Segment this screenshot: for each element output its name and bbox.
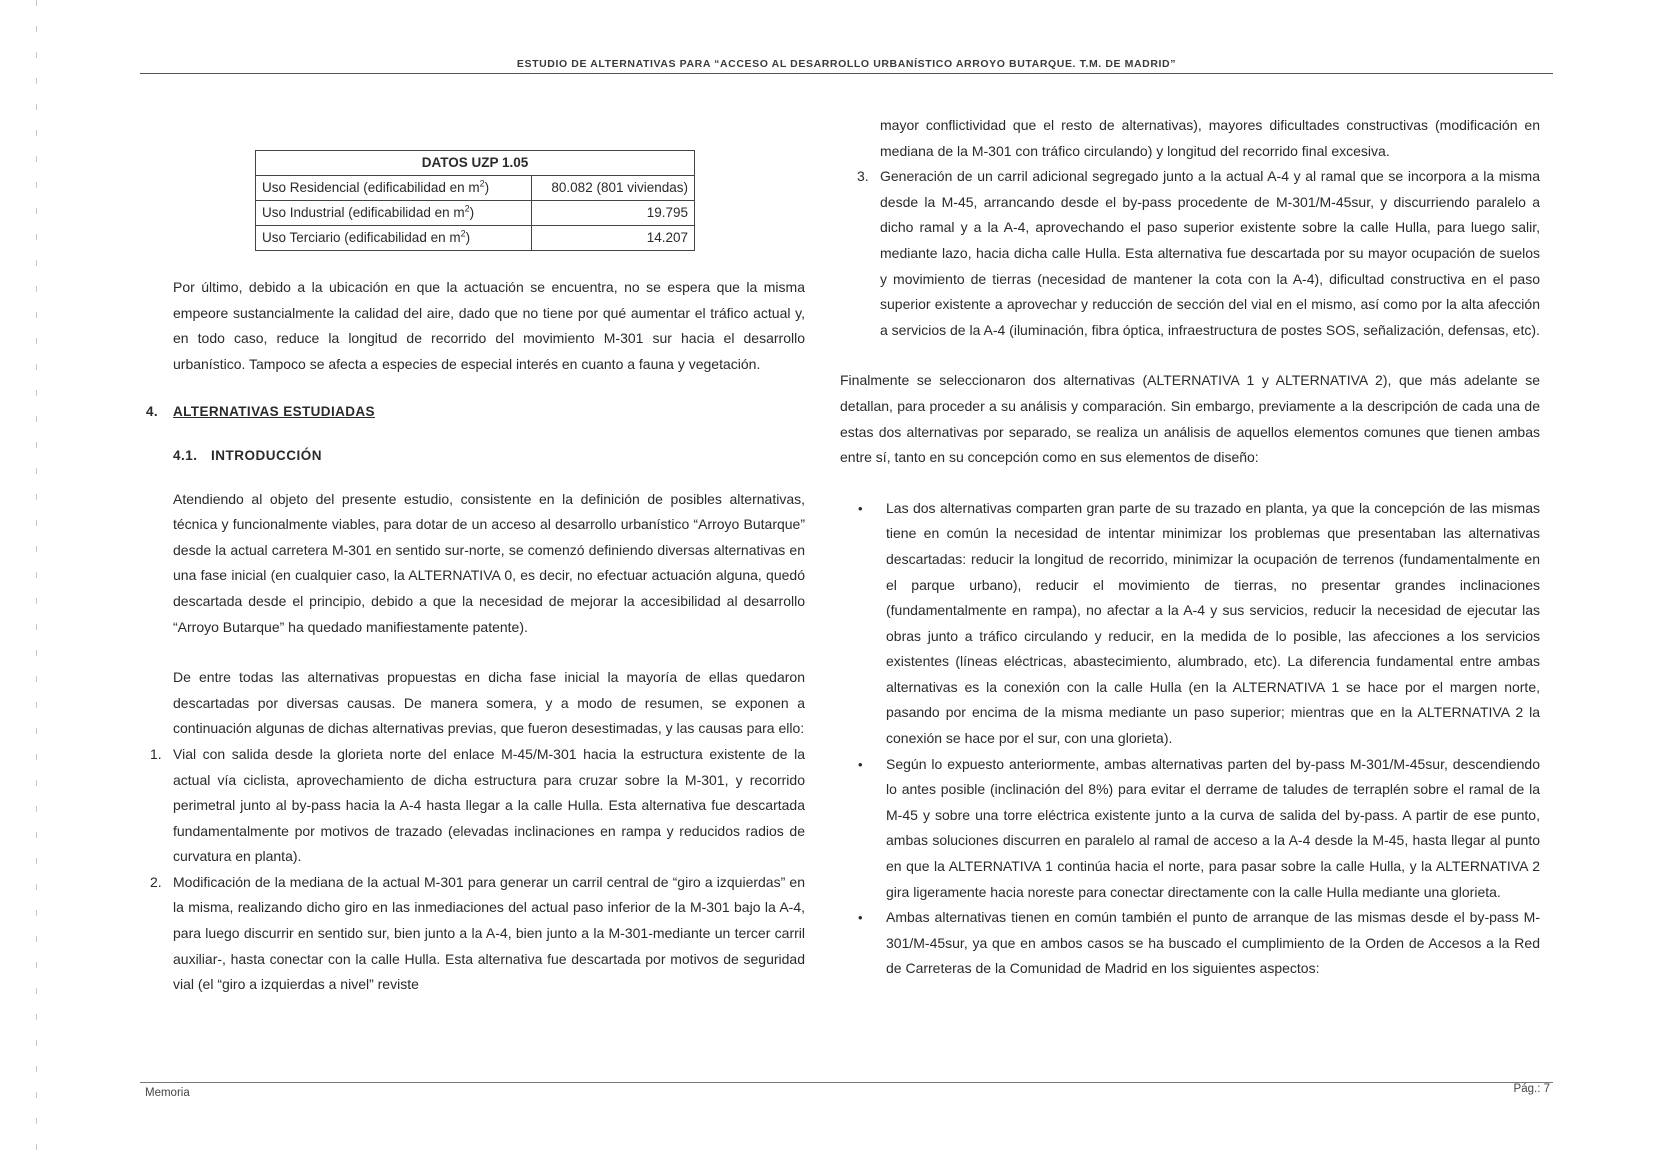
table-cell-value: 14.207 [532, 226, 695, 251]
table-cell-label: Uso Industrial (edificabilidad en $m^2$) [256, 201, 532, 226]
page-number: Pág.: 7 [1513, 1083, 1550, 1095]
list-item: 3. Generación de un carril adicional segregado junto a la actual A-4 y al ramal que se incorpora a la misma desde la M-45, arrancando desde el by-pass procedente de M-301/M-45sur, y discurriendo paralelo a dicho ramal y a la A-4, aprovechando el paso superior existente sobre la calle Hulla, para luego salir, mediante lazo, hacia dicha calle Hulla. Esta alternativa fue descartada por su mayor ocupación de suelos y movimiento de tierras (necesidad de mantener la cota con la A-4), dificultad constructiva en el paso superior existente a aprovechar y reducción de sección del vial en el mismo, así como por la alta afección a servicios de la A-4 (iluminación, fibra óptica, infraestructura de postes SOS, señalización, defensas, etc). [857, 168, 1540, 338]
paragraph-air-quality: Por último, debido a la ubicación en que la actuación se encuentra, no se espera que la misma empeore sustancialmente la calidad del aire, dado que no tiene por qué aumentar el tráfico actual y, en todo caso, reduce la longitud de recorrido del movimiento M-301 sur hacia el desarrollo urbanístico. Tampoco se afecta a especies de especial interés en cuanto a fauna y vegetación. [173, 279, 805, 372]
paragraph-seleccion: Finalmente se seleccionaron dos alternativas (ALTERNATIVA 1 y ALTERNATIVA 2), que más adelante se detallan, para proceder a su análisis y comparación. Sin embargo, previamente a la descripción de cada una de estas dos alternativas por separado, se realiza un análisis de aquellos elementos comunes que tienen ambas entre sí, tanto en su concepción como en sus elementos de diseño: [840, 372, 1540, 466]
datos-table [255, 150, 695, 251]
section-4-heading: 4. ALTERNATIVAS ESTUDIADAS [146, 404, 375, 420]
right-column [840, 113, 1550, 982]
table-row [256, 176, 695, 201]
table-cell-value: 19.795 [532, 201, 695, 226]
footer-section-label: Memoria [145, 1087, 190, 1099]
list-item: 2. Modificación de la mediana de la actual M-301 para generar un carril central de “giro a izquierdas” en la misma, realizando dicho giro en las inmediaciones del actual paso inferior de la M-301 bajo la A-4, para luego discurrir en sentido sur, bien junto a la A-4, bien junto a la M-301-mediante un tercer carril auxiliar-, hasta conectar con la calle Hulla. Esta alternativa fue descartada por motivos de seguridad vial (el “giro a izquierdas a nivel” reviste [150, 873, 805, 993]
alternatives-list-continued [857, 164, 1540, 343]
table-cell-label: Uso Residencial (edificabilidad en $m^2$) [256, 176, 532, 201]
paragraph-intro: Atendiendo al objeto del presente estudio, consistente en la definición de posibles alternativas, técnica y funcionalmente viables, para dotar de un acceso al desarrollo urbanístico “Arroyo Butarque” desde la actual carretera M-301 en sentido sur-norte, se comenzó definiendo diversas alternativas en una fase inicial (en cualquier caso, la ALTERNATIVA 0, es decir, no efectuar actuación alguna, quedó descartada desde el principio, debido a que la necesidad de mejorar la accesibilidad al desarrollo “Arroyo Butarque” ha quedado manifiestamente patente). [173, 490, 805, 635]
alternatives-list [150, 742, 805, 998]
table-header-row [256, 151, 695, 176]
common-elements-list [840, 496, 1540, 982]
list-item: 1. Vial con salida desde la glorieta norte del enlace M-45/M-301 hacia la estructura existente de la actual vía ciclista, aprovechamiento de dicha estructura para cruzar sobre la M-301, y recorrido perimetral junto al by-pass hacia la A-4 hasta llegar a la calle Hulla. Esta alternativa fue descartada fundamentalmente por motivos de trazado (elevadas inclinaciones en rampa y reducidos radios de curvatura en planta). [150, 745, 805, 865]
list-item: • Según lo expuesto anteriormente, ambas alternativas parten del by-pass M-301/M-45sur, descendiendo lo antes posible (inclinación del 8%) para evitar el derrame de taludes de terraplén sobre el ramal de la M-45 y sobre una torre eléctrica existente junto a la curva de salida del by-pass. A partir de ese punto, ambas soluciones discurren en paralelo al ramal de acceso a la A-4 desde la M-45, hasta llegar al punto en que la ALTERNATIVA 1 continúa hacia el norte, para pasar sobre la calle Hulla, y la ALTERNATIVA 2 gira ligeramente hacia noreste para conectar directamente con la calle Hulla mediante una glorieta. [858, 755, 1540, 900]
table-cell-label: Uso Terciario (edificabilidad en $m^2$) [256, 226, 532, 251]
left-column [146, 140, 805, 998]
page-header: ESTUDIO DE ALTERNATIVAS PARA “ACCESO AL DESARROLLO URBANÍSTICO ARROYO BUTARQUE. T.M. DE MADRID” [516, 58, 1177, 70]
footer-rule [140, 1082, 1553, 1083]
section-4-1-heading: 4.1. INTRODUCCIÓN [173, 447, 322, 463]
paragraph-continuation: mayor conflictividad que el resto de alternativas), mayores dificultades constructivas (modificación en mediana de la M-301 con tráfico circulando) y longitud del recorrido final excesiva. [880, 117, 1540, 159]
paragraph-descartadas: De entre todas las alternativas propuestas en dicha fase inicial la mayoría de ellas quedaron descartadas por diversas causas. De manera somera, y a modo de resumen, se exponen a continuación algunas de dichas alternativas previas, que fueron desestimadas, y las causas para ello: [173, 669, 805, 737]
list-item: • Las dos alternativas comparten gran parte de su trazado en planta, ya que la concepción de las mismas tiene en común la necesidad de intentar minimizar los problemas que presentaban las alternativas descartadas: reducir la longitud de recorrido, minimizar la ocupación de terrenos (fundamentalmente en el parque urbano), reducir el movimiento de tierras, no presentar grandes inclinaciones (fundamentalmente en rampa), no afectar a la A-4 y sus servicios, reducir la necesidad de ejecutar las obras junto a tráfico circulando y reducir, en la medida de lo posible, las afecciones a los servicios existentes (líneas eléctricas, abastecimiento, alumbrado, etc). La diferencia fundamental entre ambas alternativas es la conexión con la calle Hulla (en la ALTERNATIVA 1 se hace por el margen norte, pasando por encima de la misma mediante un paso superior; mientras que en la ALTERNATIVA 2 la conexión se hace por el sur, con una glorieta). [858, 499, 1540, 747]
table-title: DATOS UZP 1.05 [256, 151, 695, 176]
binding-holes [36, 0, 37, 1169]
header-rule [140, 73, 1553, 74]
list-item: • Ambas alternativas tienen en común también el punto de arranque de las mismas desde el by-pass M-301/M-45sur, ya que en ambos casos se ha buscado el cumplimiento de la Orden de Accesos a la Red de Carreteras de la Comunidad de Madrid en los siguientes aspectos: [858, 909, 1540, 977]
table-row [256, 201, 695, 226]
table-row [256, 226, 695, 251]
table-cell-value: 80.082 (801 viviendas) [532, 176, 695, 201]
